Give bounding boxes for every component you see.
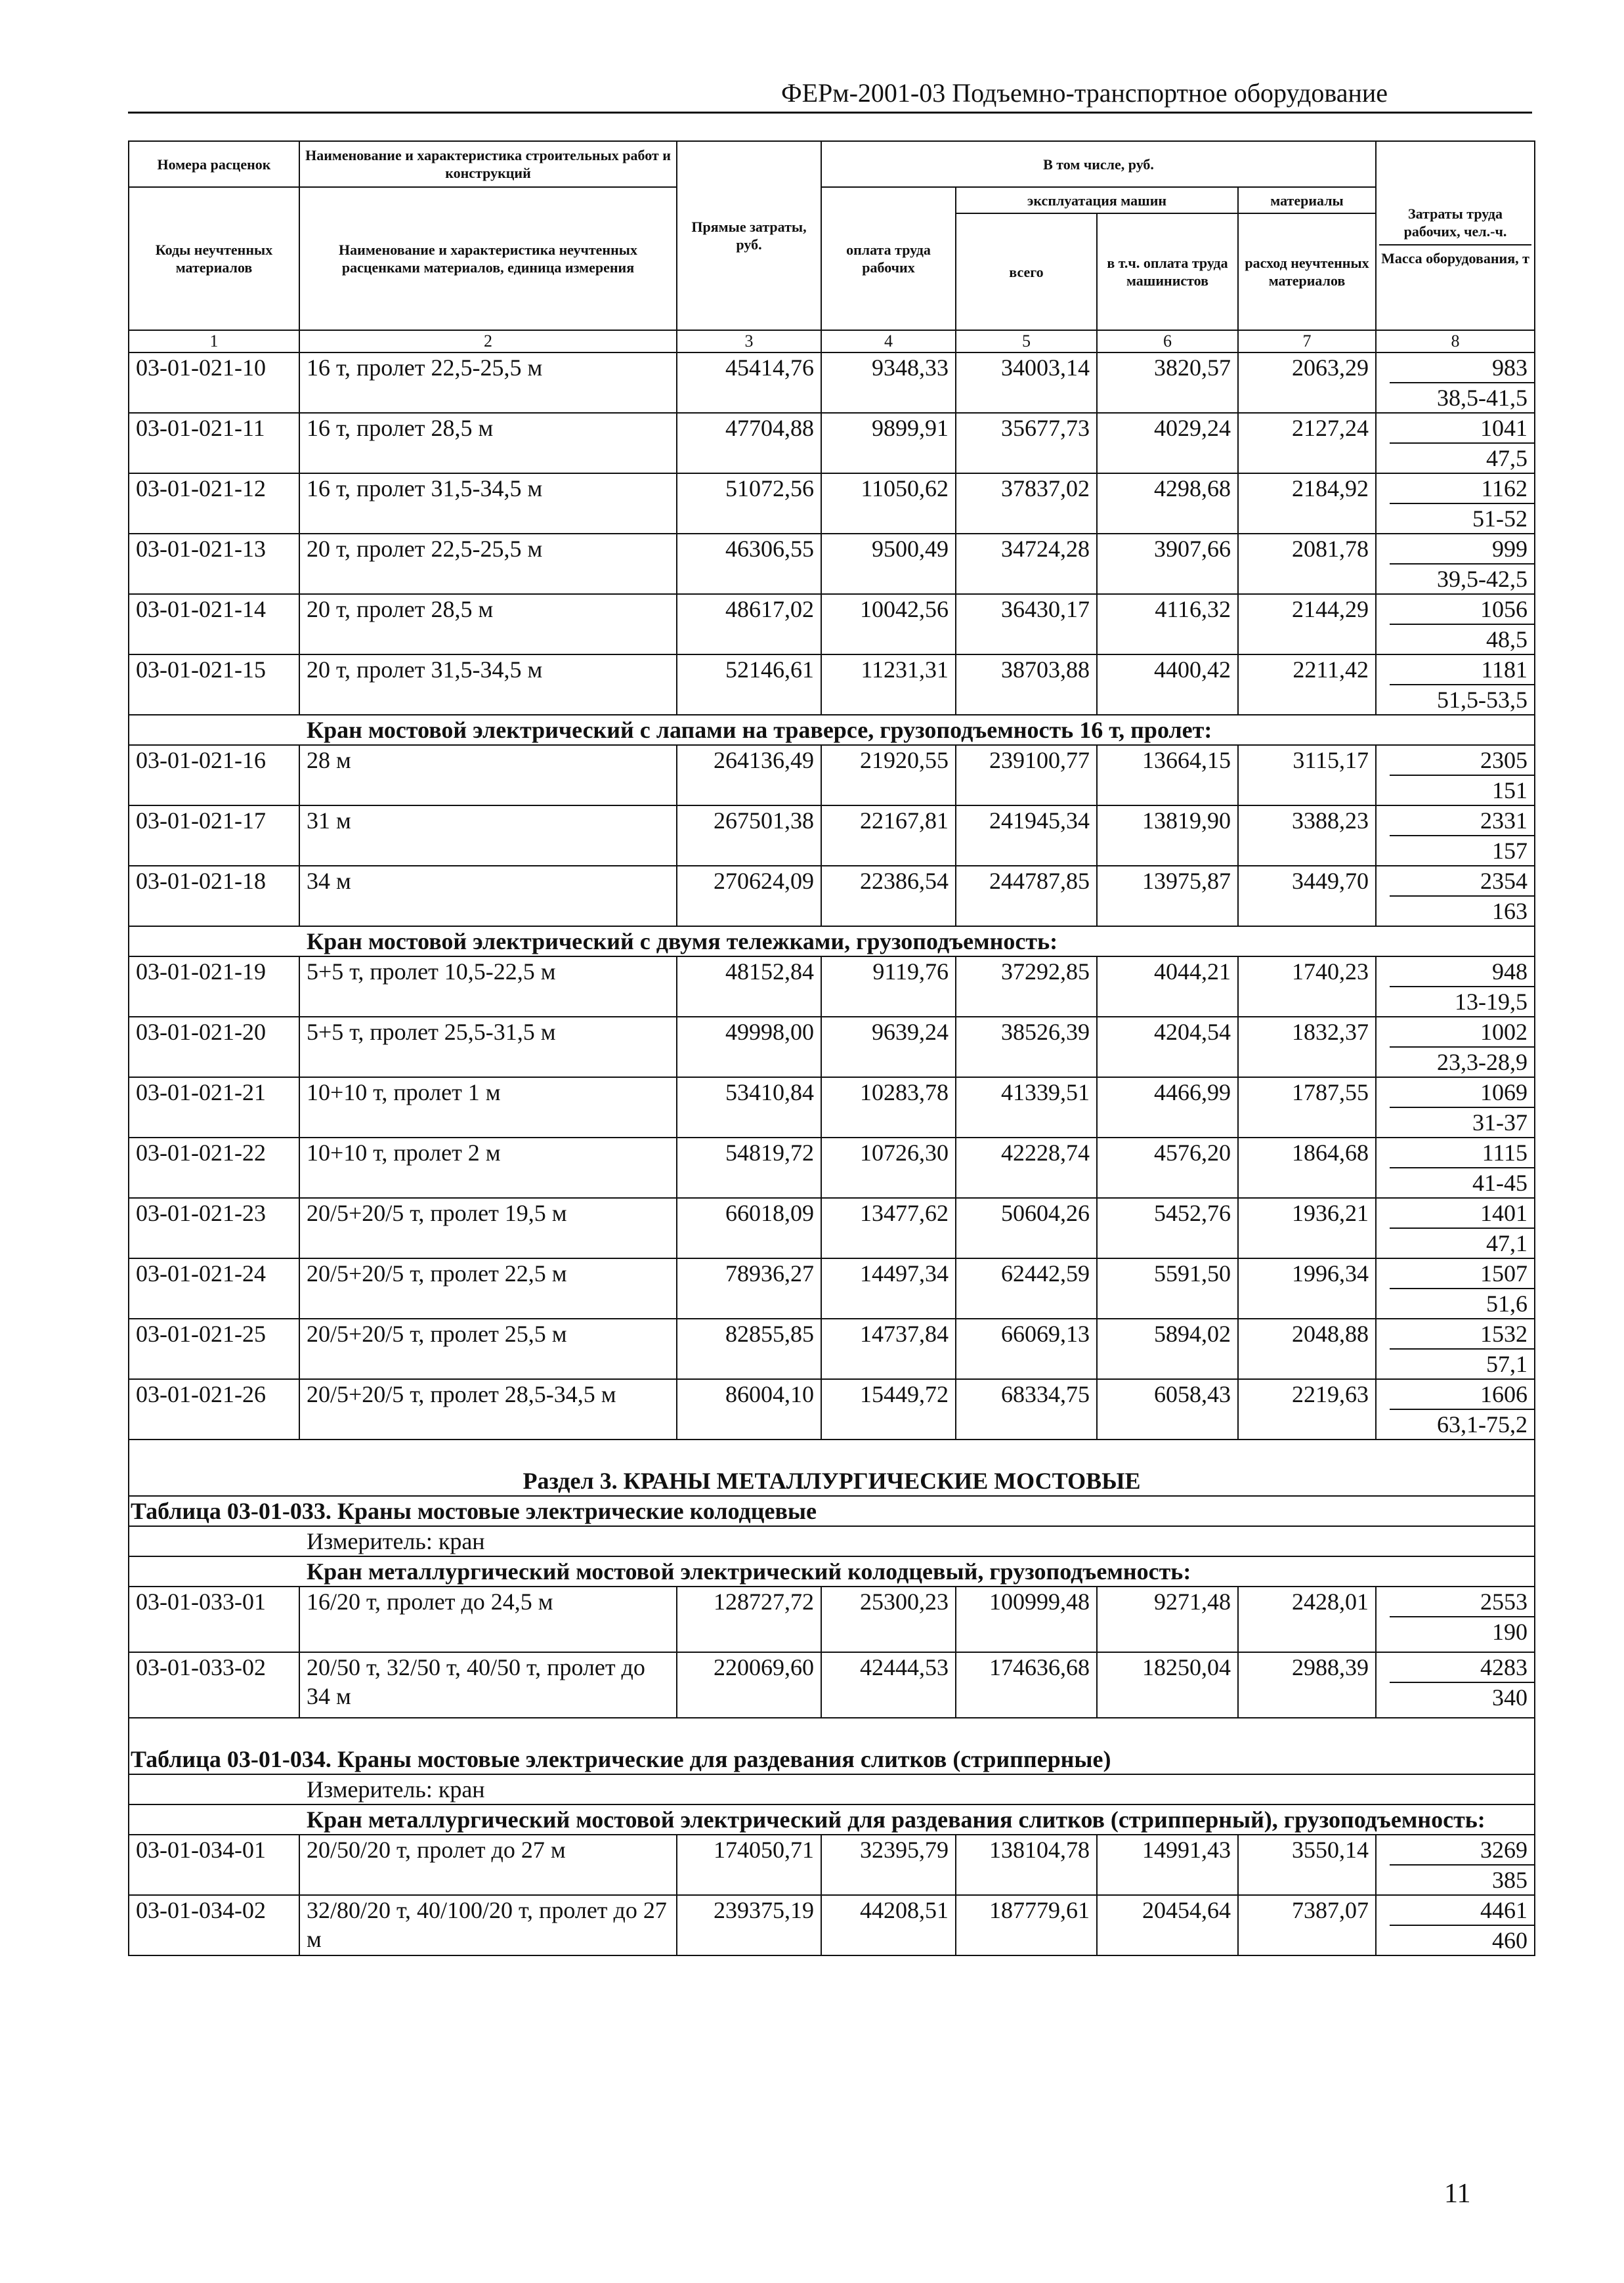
cell-code: 03-01-021-17 [129, 805, 299, 866]
table-row [129, 1198, 1535, 1258]
cell-mach: 18250,04 [1097, 1652, 1238, 1718]
cell-labor-mass [1376, 352, 1535, 413]
cell-labor-mass [1376, 1198, 1535, 1258]
cell-labor: 1041 [1390, 414, 1534, 444]
cell-name: 32/80/20 т, 40/100/20 т, пролет до 27 м [299, 1895, 677, 1955]
cell-direct: 264136,49 [677, 745, 821, 805]
cell-mach: 4400,42 [1097, 654, 1238, 715]
cell-total: 241945,34 [956, 805, 1097, 866]
cell-mass: 38,5-41,5 [1437, 385, 1528, 411]
cell-pay: 14737,84 [821, 1319, 956, 1379]
cell-code: 03-01-033-01 [129, 1587, 299, 1652]
cell-total: 68334,75 [956, 1379, 1097, 1440]
cell-mach: 4116,32 [1097, 594, 1238, 654]
cell-mass: 385 [1492, 1867, 1528, 1893]
cell-direct: 239375,19 [677, 1895, 821, 1955]
cell-total: 50604,26 [956, 1198, 1097, 1258]
cell-labor-mass [1376, 1379, 1535, 1440]
cell-labor: 2553 [1390, 1587, 1534, 1617]
group-b [129, 715, 1535, 745]
col-num-4: 4 [821, 330, 956, 352]
cell-mach: 4044,21 [1097, 956, 1238, 1017]
cell-mach: 4466,99 [1097, 1077, 1238, 1138]
cell-pay: 9500,49 [821, 534, 956, 594]
cell-direct: 78936,27 [677, 1258, 821, 1319]
table033-title: Таблица 03-01-033. Краны мостовые электрические колодцевые [129, 1496, 1535, 1526]
cell-direct: 270624,09 [677, 866, 821, 926]
cell-name: 16 т, пролет 28,5 м [299, 413, 677, 473]
cell-name: 34 м [299, 866, 677, 926]
cell-code: 03-01-021-23 [129, 1198, 299, 1258]
cell-name: 31 м [299, 805, 677, 866]
table033-measure: Измеритель: кран [129, 1526, 1535, 1556]
cell-name: 20 т, пролет 31,5-34,5 м [299, 654, 677, 715]
table034-head [129, 1718, 1535, 1835]
cell-mat: 1996,34 [1238, 1258, 1376, 1319]
cell-mach: 5452,76 [1097, 1198, 1238, 1258]
cell-labor: 983 [1390, 353, 1534, 383]
cell-direct: 45414,76 [677, 352, 821, 413]
cell-labor-mass [1376, 805, 1535, 866]
cell-total: 34003,14 [956, 352, 1097, 413]
section3 [129, 1440, 1535, 1587]
cell-labor: 1507 [1390, 1259, 1534, 1289]
col-num-1: 1 [129, 330, 299, 352]
cell-direct: 46306,55 [677, 534, 821, 594]
col-machine-ops: эксплуатация машин [956, 187, 1238, 213]
cell-pay: 13477,62 [821, 1198, 956, 1258]
cell-name: 10+10 т, пролет 1 м [299, 1077, 677, 1138]
table-row [129, 1587, 1535, 1652]
col-num-8: 8 [1376, 330, 1535, 352]
cell-pay: 22386,54 [821, 866, 956, 926]
cell-pay: 10042,56 [821, 594, 956, 654]
cell-pay: 25300,23 [821, 1587, 956, 1652]
cell-mat: 3388,23 [1238, 805, 1376, 866]
cell-mass: 23,3-28,9 [1437, 1049, 1528, 1075]
col-incl-machinist: в т.ч. оплата труда машинистов [1097, 213, 1238, 330]
cell-mach: 6058,43 [1097, 1379, 1238, 1440]
cell-labor: 1606 [1390, 1380, 1534, 1410]
cell-pay: 21920,55 [821, 745, 956, 805]
cell-pay: 9899,91 [821, 413, 956, 473]
cell-mass: 460 [1492, 1927, 1528, 1953]
cell-mat: 3550,14 [1238, 1835, 1376, 1895]
cell-name: 16/20 т, пролет до 24,5 м [299, 1587, 677, 1652]
cell-total: 187779,61 [956, 1895, 1097, 1955]
cell-mass: 51,5-53,5 [1437, 687, 1528, 713]
cell-mass: 47,5 [1486, 445, 1528, 471]
table-row [129, 413, 1535, 473]
cell-mass: 63,1-75,2 [1437, 1411, 1528, 1438]
table-row [129, 745, 1535, 805]
cell-labor-mass [1376, 1895, 1535, 1955]
cell-mass: 57,1 [1486, 1351, 1528, 1377]
table-row [129, 1138, 1535, 1198]
table-row [129, 1895, 1535, 1955]
cell-name: 20/50 т, 32/50 т, 40/50 т, пролет до 34 м [299, 1652, 677, 1718]
cell-code: 03-01-033-02 [129, 1652, 299, 1718]
cell-labor: 1401 [1390, 1199, 1534, 1229]
cell-code: 03-01-021-18 [129, 866, 299, 926]
cell-pay: 44208,51 [821, 1895, 956, 1955]
cell-direct: 51072,56 [677, 473, 821, 534]
table-row [129, 352, 1535, 413]
rows-033 [129, 1587, 1535, 1718]
cell-pay: 9348,33 [821, 352, 956, 413]
cell-code: 03-01-021-14 [129, 594, 299, 654]
cell-pay: 10283,78 [821, 1077, 956, 1138]
cell-name: 20/5+20/5 т, пролет 28,5-34,5 м [299, 1379, 677, 1440]
table-row [129, 1835, 1535, 1895]
cell-pay: 11050,62 [821, 473, 956, 534]
cell-mach: 4576,20 [1097, 1138, 1238, 1198]
cell-pay: 9119,76 [821, 956, 956, 1017]
cell-total: 37292,85 [956, 956, 1097, 1017]
cell-mach: 4298,68 [1097, 473, 1238, 534]
cell-code: 03-01-021-20 [129, 1017, 299, 1077]
cell-mach: 4204,54 [1097, 1017, 1238, 1077]
cell-code: 03-01-021-25 [129, 1319, 299, 1379]
cell-direct: 267501,38 [677, 805, 821, 866]
cell-labor: 1056 [1390, 595, 1534, 625]
cell-name: 28 м [299, 745, 677, 805]
cell-mat: 1787,55 [1238, 1077, 1376, 1138]
cell-mass: 157 [1492, 838, 1528, 864]
table-row [129, 1652, 1535, 1718]
cell-name: 20/50/20 т, пролет до 27 м [299, 1835, 677, 1895]
cell-pay: 15449,72 [821, 1379, 956, 1440]
cell-total: 41339,51 [956, 1077, 1097, 1138]
cell-code: 03-01-021-11 [129, 413, 299, 473]
cell-code: 03-01-034-02 [129, 1895, 299, 1955]
cell-direct: 128727,72 [677, 1587, 821, 1652]
cell-labor-mass [1376, 1138, 1535, 1198]
cell-mach: 3820,57 [1097, 352, 1238, 413]
cell-mass: 151 [1492, 777, 1528, 803]
table-row [129, 1319, 1535, 1379]
cell-name: 5+5 т, пролет 10,5-22,5 м [299, 956, 677, 1017]
cell-code: 03-01-034-01 [129, 1835, 299, 1895]
cell-pay: 9639,24 [821, 1017, 956, 1077]
cell-code: 03-01-021-13 [129, 534, 299, 594]
cell-labor-mass [1376, 745, 1535, 805]
cell-mass: 31-37 [1472, 1109, 1528, 1136]
col-labor-costs: Затраты труда рабочих, чел.-ч. [1379, 205, 1531, 245]
rates-table [128, 140, 1535, 1956]
col-rate-numbers: Номера расценок [129, 141, 299, 187]
table-row [129, 805, 1535, 866]
cell-labor-mass [1376, 413, 1535, 473]
cell-total: 138104,78 [956, 1835, 1097, 1895]
cell-mat: 2048,88 [1238, 1319, 1376, 1379]
col-materials: материалы [1238, 187, 1376, 213]
cell-code: 03-01-021-24 [129, 1258, 299, 1319]
col-work-name: Наименование и характеристика строительных работ и конструкций [299, 141, 677, 187]
table-row [129, 594, 1535, 654]
col-mass: Масса оборудования, т [1381, 249, 1529, 267]
table-row [129, 1017, 1535, 1077]
cell-name: 20 т, пролет 28,5 м [299, 594, 677, 654]
cell-labor: 1532 [1390, 1319, 1534, 1350]
cell-labor-mass [1376, 1319, 1535, 1379]
table034-measure: Измеритель: кран [129, 1774, 1535, 1804]
cell-total: 42228,74 [956, 1138, 1097, 1198]
cell-name: 10+10 т, пролет 2 м [299, 1138, 677, 1198]
rows-b [129, 745, 1535, 926]
cell-direct: 66018,09 [677, 1198, 821, 1258]
cell-labor-mass [1376, 534, 1535, 594]
cell-direct: 49998,00 [677, 1017, 821, 1077]
cell-code: 03-01-021-10 [129, 352, 299, 413]
cell-mat: 7387,07 [1238, 1895, 1376, 1955]
cell-total: 239100,77 [956, 745, 1097, 805]
table-row [129, 1379, 1535, 1440]
cell-name: 5+5 т, пролет 25,5-31,5 м [299, 1017, 677, 1077]
col-direct-costs: Прямые затраты, руб. [677, 141, 821, 330]
cell-labor: 2305 [1390, 746, 1534, 776]
cell-total: 100999,48 [956, 1587, 1097, 1652]
group-b-title: Кран мостовой электрический с лапами на траверсе, грузоподъемность 16 т, пролет: [129, 715, 1535, 745]
cell-mass: 13-19,5 [1455, 989, 1528, 1015]
cell-total: 174636,68 [956, 1652, 1097, 1718]
cell-code: 03-01-021-22 [129, 1138, 299, 1198]
cell-mach: 13975,87 [1097, 866, 1238, 926]
col-num-2: 2 [299, 330, 677, 352]
cell-mass: 48,5 [1486, 626, 1528, 652]
cell-labor: 1181 [1390, 655, 1534, 685]
cell-mach: 14991,43 [1097, 1835, 1238, 1895]
rows-a [129, 352, 1535, 715]
cell-mach: 20454,64 [1097, 1895, 1238, 1955]
cell-labor-mass [1376, 654, 1535, 715]
cell-labor: 1115 [1390, 1138, 1534, 1168]
cell-labor-mass [1376, 1258, 1535, 1319]
table-row [129, 534, 1535, 594]
cell-name: 20 т, пролет 22,5-25,5 м [299, 534, 677, 594]
cell-name: 16 т, пролет 31,5-34,5 м [299, 473, 677, 534]
cell-pay: 42444,53 [821, 1652, 956, 1718]
cell-total: 244787,85 [956, 866, 1097, 926]
cell-mat: 1864,68 [1238, 1138, 1376, 1198]
cell-mach: 4029,24 [1097, 413, 1238, 473]
cell-direct: 54819,72 [677, 1138, 821, 1198]
cell-labor: 1002 [1390, 1017, 1534, 1048]
cell-mat: 1740,23 [1238, 956, 1376, 1017]
cell-mat: 2184,92 [1238, 473, 1376, 534]
cell-labor-mass [1376, 594, 1535, 654]
cell-mat: 2063,29 [1238, 352, 1376, 413]
cell-name: 20/5+20/5 т, пролет 22,5 м [299, 1258, 677, 1319]
table-row [129, 1258, 1535, 1319]
cell-mass: 47,1 [1486, 1230, 1528, 1256]
page-header-title: ФЕРм-2001-03 Подъемно-транспортное оборудование [781, 78, 1388, 108]
section3-title: Раздел 3. КРАНЫ МЕТАЛЛУРГИЧЕСКИЕ МОСТОВЫЕ [129, 1440, 1535, 1496]
cell-mass: 39,5-42,5 [1437, 566, 1528, 592]
cell-labor: 1069 [1390, 1078, 1534, 1108]
cell-labor-mass [1376, 1587, 1535, 1652]
cell-direct: 52146,61 [677, 654, 821, 715]
cell-code: 03-01-021-12 [129, 473, 299, 534]
cell-mat: 3449,70 [1238, 866, 1376, 926]
cell-labor-mass [1376, 1077, 1535, 1138]
table-row [129, 1077, 1535, 1138]
col-mat-name: Наименование и характеристика неучтенных расценками материалов, единица измерения [299, 187, 677, 330]
cell-labor: 2354 [1390, 866, 1534, 897]
cell-mat: 3115,17 [1238, 745, 1376, 805]
cell-labor: 999 [1390, 534, 1534, 565]
cell-mass: 340 [1492, 1684, 1528, 1711]
cell-mat: 1936,21 [1238, 1198, 1376, 1258]
col-labor-mass [1376, 141, 1535, 330]
header-rule [128, 112, 1532, 114]
cell-total: 66069,13 [956, 1319, 1097, 1379]
cell-total: 34724,28 [956, 534, 1097, 594]
cell-pay: 22167,81 [821, 805, 956, 866]
table034-group: Кран металлургический мостовой электрический для раздевания слитков (стрипперный), грузоподъемность: [129, 1804, 1535, 1835]
cell-code: 03-01-021-19 [129, 956, 299, 1017]
cell-mat: 2219,63 [1238, 1379, 1376, 1440]
col-total: всего [956, 213, 1097, 330]
rows-034 [129, 1835, 1535, 1955]
table034-title: Таблица 03-01-034. Краны мостовые электрические для раздевания слитков (стрипперные) [129, 1718, 1535, 1774]
cell-labor-mass [1376, 956, 1535, 1017]
cell-mass: 51,6 [1486, 1291, 1528, 1317]
cell-total: 62442,59 [956, 1258, 1097, 1319]
table-row [129, 473, 1535, 534]
cell-labor-mass [1376, 1017, 1535, 1077]
col-codes: Коды неучтенных материалов [129, 187, 299, 330]
cell-total: 35677,73 [956, 413, 1097, 473]
cell-mach: 3907,66 [1097, 534, 1238, 594]
cell-mat: 2428,01 [1238, 1587, 1376, 1652]
cell-pay: 10726,30 [821, 1138, 956, 1198]
cell-direct: 48152,84 [677, 956, 821, 1017]
cell-name: 20/5+20/5 т, пролет 25,5 м [299, 1319, 677, 1379]
cell-mass: 190 [1492, 1619, 1528, 1645]
cell-labor: 4283 [1390, 1653, 1534, 1683]
cell-mat: 2144,29 [1238, 594, 1376, 654]
cell-mat: 2988,39 [1238, 1652, 1376, 1718]
cell-labor: 948 [1390, 957, 1534, 987]
cell-labor-mass [1376, 1652, 1535, 1718]
cell-direct: 174050,71 [677, 1835, 821, 1895]
cell-direct: 82855,85 [677, 1319, 821, 1379]
cell-mach: 5894,02 [1097, 1319, 1238, 1379]
table033-group: Кран металлургический мостовой электрический колодцевый, грузоподъемность: [129, 1556, 1535, 1587]
cell-labor-mass [1376, 1835, 1535, 1895]
cell-code: 03-01-021-26 [129, 1379, 299, 1440]
cell-pay: 14497,34 [821, 1258, 956, 1319]
cell-code: 03-01-021-21 [129, 1077, 299, 1138]
cell-code: 03-01-021-16 [129, 745, 299, 805]
cell-labor: 1162 [1390, 474, 1534, 504]
cell-mass: 51-52 [1472, 505, 1528, 532]
col-labor-pay: оплата труда рабочих [821, 187, 956, 330]
col-num-6: 6 [1097, 330, 1238, 352]
cell-labor: 2331 [1390, 806, 1534, 836]
cell-total: 38703,88 [956, 654, 1097, 715]
cell-mach: 13664,15 [1097, 745, 1238, 805]
cell-code: 03-01-021-15 [129, 654, 299, 715]
cell-mach: 5591,50 [1097, 1258, 1238, 1319]
cell-mass: 41-45 [1472, 1170, 1528, 1196]
cell-name: 16 т, пролет 22,5-25,5 м [299, 352, 677, 413]
group-c [129, 926, 1535, 956]
cell-mach: 9271,48 [1097, 1587, 1238, 1652]
cell-direct: 47704,88 [677, 413, 821, 473]
cell-labor-mass [1376, 473, 1535, 534]
col-incl: В том числе, руб. [821, 141, 1376, 187]
table-row [129, 866, 1535, 926]
cell-labor: 4461 [1390, 1896, 1534, 1926]
col-material-use: расход неучтенных материалов [1238, 213, 1376, 330]
cell-pay: 32395,79 [821, 1835, 956, 1895]
cell-mat: 2211,42 [1238, 654, 1376, 715]
cell-mat: 2127,24 [1238, 413, 1376, 473]
table-row [129, 654, 1535, 715]
cell-labor: 3269 [1390, 1835, 1534, 1866]
cell-mach: 13819,90 [1097, 805, 1238, 866]
cell-mat: 2081,78 [1238, 534, 1376, 594]
col-num-3: 3 [677, 330, 821, 352]
cell-total: 38526,39 [956, 1017, 1097, 1077]
cell-pay: 11231,31 [821, 654, 956, 715]
col-num-7: 7 [1238, 330, 1376, 352]
cell-direct: 48617,02 [677, 594, 821, 654]
cell-direct: 86004,10 [677, 1379, 821, 1440]
cell-total: 37837,02 [956, 473, 1097, 534]
cell-name: 20/5+20/5 т, пролет 19,5 м [299, 1198, 677, 1258]
table-row [129, 956, 1535, 1017]
cell-mass: 163 [1492, 898, 1528, 924]
cell-direct: 220069,60 [677, 1652, 821, 1718]
cell-direct: 53410,84 [677, 1077, 821, 1138]
page-number: 11 [1444, 2179, 1471, 2209]
col-num-5: 5 [956, 330, 1097, 352]
group-c-title: Кран мостовой электрический с двумя тележками, грузоподъемность: [129, 926, 1535, 956]
cell-mat: 1832,37 [1238, 1017, 1376, 1077]
cell-labor-mass [1376, 866, 1535, 926]
cell-total: 36430,17 [956, 594, 1097, 654]
rows-c [129, 956, 1535, 1440]
